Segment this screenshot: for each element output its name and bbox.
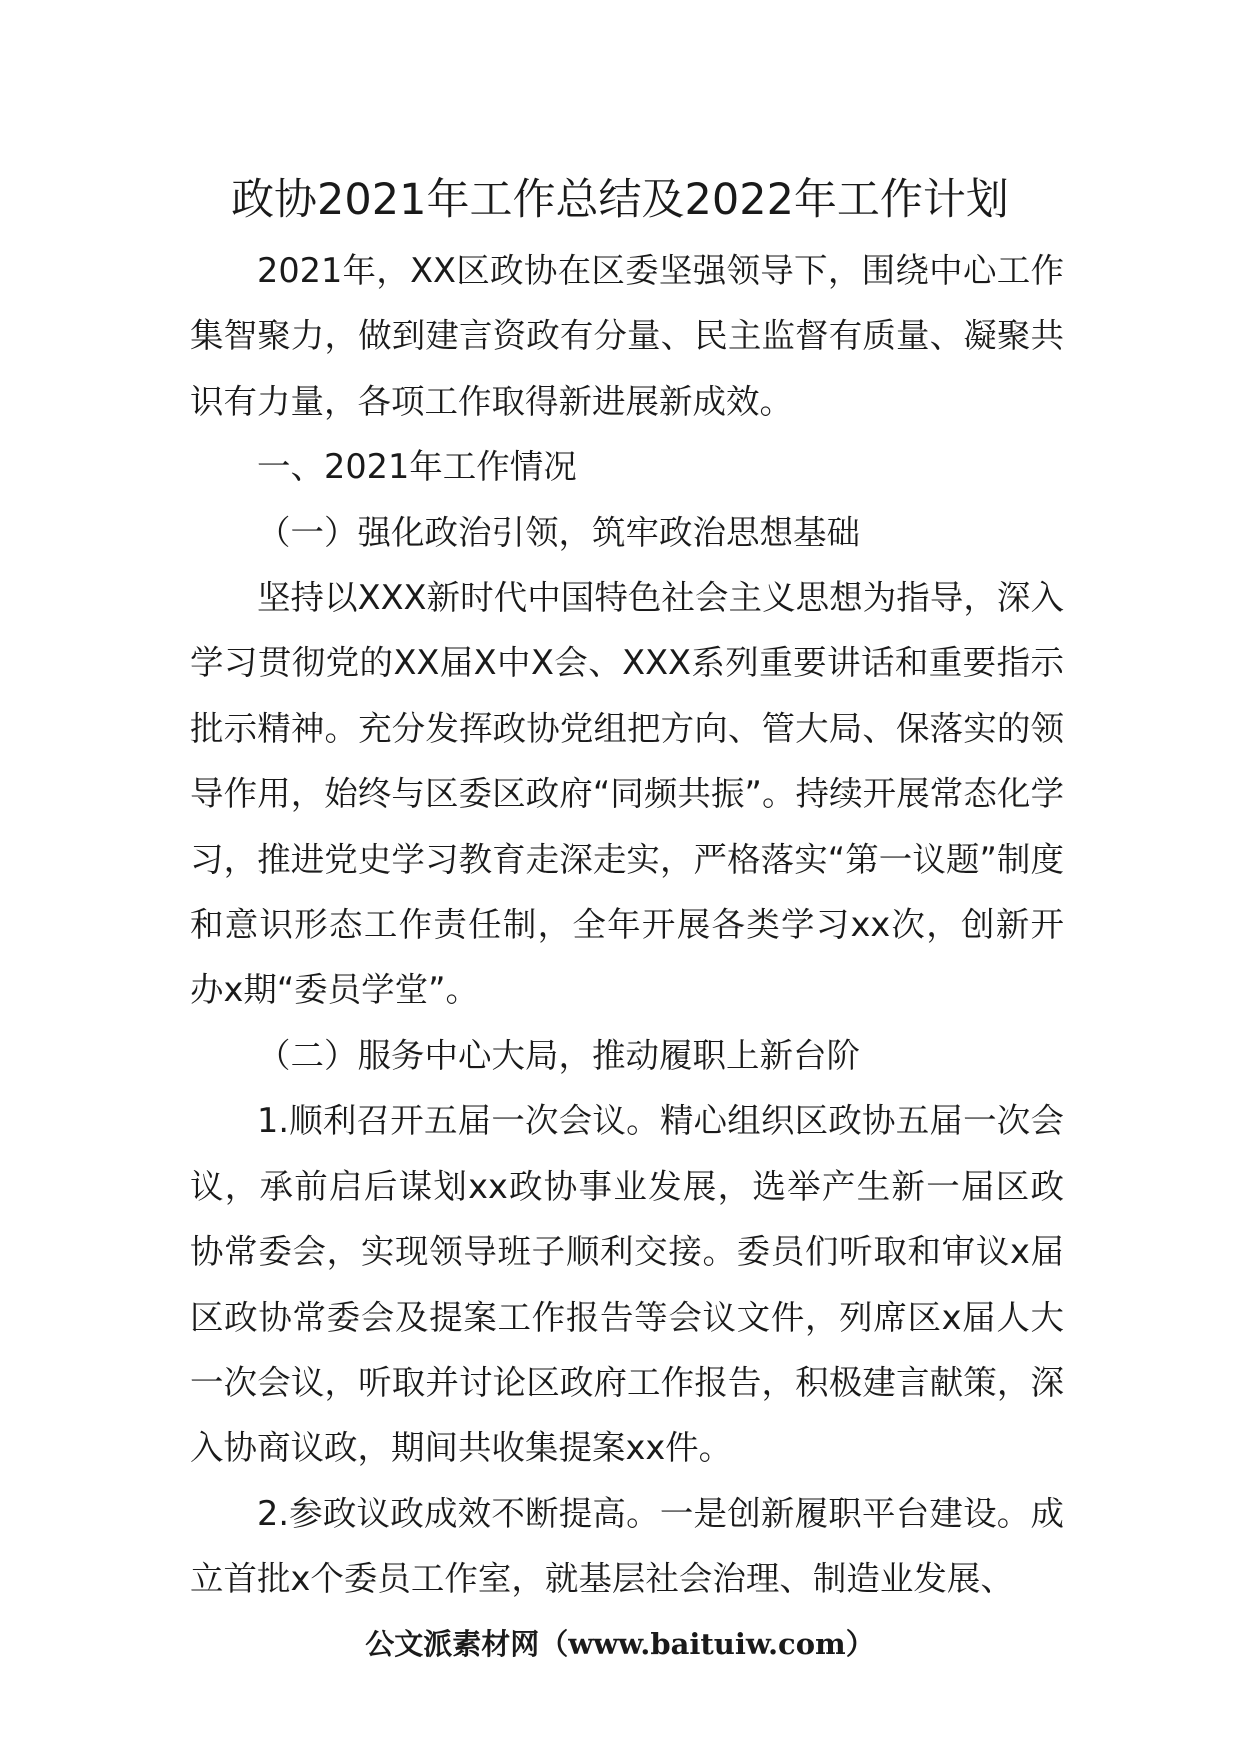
section-heading-1: 一、2021年工作情况 xyxy=(257,447,577,487)
intro-paragraph: 2021年，XX区政协在区委坚强领导下，围绕中心工作集智聚力，做到建言资政有分量、民主监督有质量、凝聚共识有力量，各项工作取得新进展新成效。 xyxy=(190,251,1064,421)
subsection-heading-2: （二）服务中心大局，推动履职上新台阶 xyxy=(257,1035,860,1075)
body-paragraph-1: 坚持以XXX新时代中国特色社会主义思想为指导，深入学习贯彻党的XX届X中X会、XXX系列重要讲话和重要指示批示精神。充分发挥政协党组把方向、管大局、保落实的领导作用，始终与区委区政府“同频共振”。持续开展常态化学习，推进党史学习教育走深走实，严格落实“第一议题”制度和意识形态工作责任制，全年开展各类学习xx次，创新开办x期“委员学堂”。 xyxy=(190,578,1064,1010)
footer-watermark: 公文派素材网（www.baituiw.com） xyxy=(365,1627,875,1661)
body-paragraph-2: 1.顺利召开五届一次会议。精心组织区政协五届一次会议，承前启后谋划xx政协事业发展，选举产生新一届区政协常委会，实现领导班子顺利交接。委员们听取和审议x届区政协常委会及提案工作报告等会议文件，列席区x届人大一次会议，听取并讨论区政府工作报告，积极建言献策，深入协商议政，期间共收集提案xx件。 xyxy=(190,1101,1064,1468)
document-body xyxy=(190,238,1064,1612)
subsection-heading-1: （一）强化政治引领，筑牢政治思想基础 xyxy=(257,512,860,552)
body-paragraph-3: 2.参政议政成效不断提高。一是创新履职平台建设。成立首批x个委员工作室，就基层社会治理、制造业发展、 xyxy=(190,1493,1064,1599)
document-title: 政协2021年工作总结及2022年工作计划 xyxy=(231,175,1009,225)
